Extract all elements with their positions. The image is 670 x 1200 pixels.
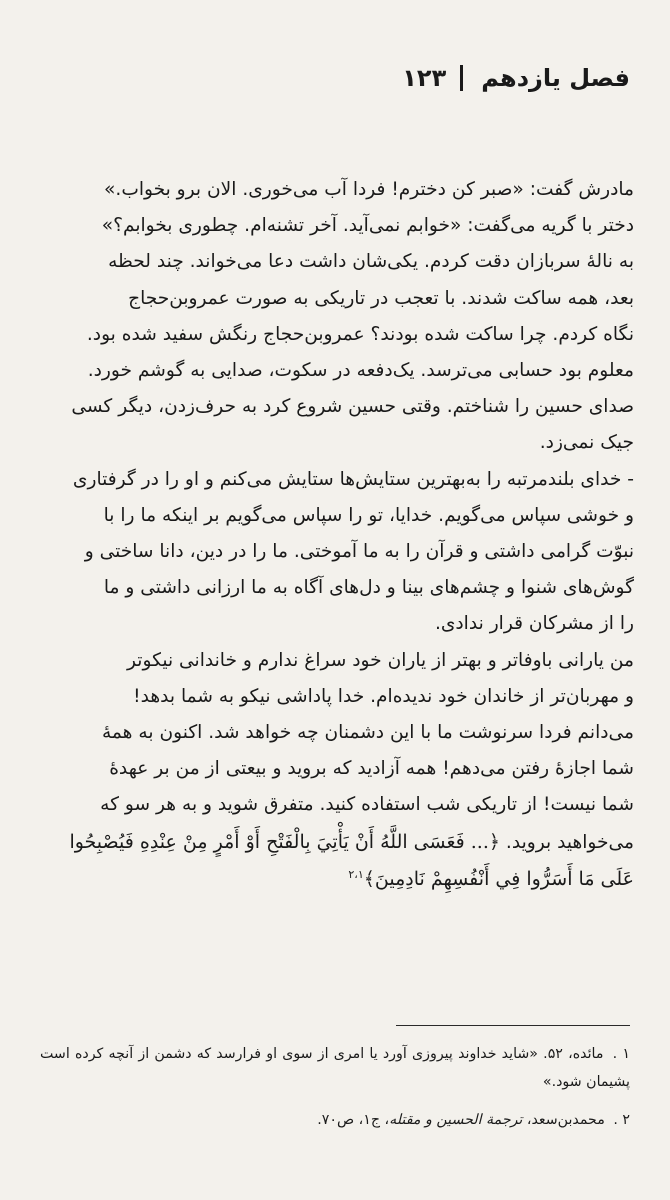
text-line: - خدای بلندمرتبه را به‌بهترین ستایش‌ها ستایش می‌کنم و او را در گرفتاری <box>72 468 634 490</box>
text-line-quran-start <box>36 824 634 861</box>
footnote-text: مائده، ۵۲. «شاید خداوند پیروزی آورد یا امری از سوی او فرارسد که دشمن از آنچه کرده است پشیمان شود.» <box>40 1046 630 1090</box>
quran-verse-part1: ﴿... فَعَسَى اللَّهُ أَنْ يَأْتِيَ بِالْفَتْحِ أَوْ أَمْرٍ مِنْ عِنْدِهِ فَيُصْبِحُوا <box>69 830 501 853</box>
running-header <box>40 58 630 98</box>
text-line: مادرش گفت: «صبر کن دخترم! فردا آب می‌خوری. الان برو بخواب.» <box>104 179 634 200</box>
footnote-number: ۲ . <box>613 1112 630 1128</box>
footnote-divider <box>396 1025 630 1026</box>
text-line: نبوّت گرامی داشتی و قرآن را به ما آموختی. ما را در دین، دانا ساختی و <box>84 541 634 563</box>
text-line: شما نیست! از تاریکی شب استفاده کنید. متفرق شوید و به هر سو که <box>100 794 634 816</box>
footnote-book-title: ترجمة الحسین و مقتله <box>389 1112 523 1128</box>
text-line: به نالهٔ سربازان دقت کردم. یکی‌شان داشت دعا می‌خواند. چند لحظه <box>108 251 634 273</box>
text-line: و خوشی سپاس می‌گویم. خدایا، تو را سپاس می‌گویم بر اینکه ما را با <box>103 504 634 526</box>
text-line: گوش‌های شنوا و چشم‌های بینا و دل‌های آگاه به ما ارزانی داشتی و ما <box>103 577 634 599</box>
text-line: نگاه کردم. چرا ساکت شده بودند؟ عمروبن‌حجاج رنگش سفید شده بود. <box>86 323 634 345</box>
text-line: شما اجازهٔ رفتن می‌دهم! همه آزادید که بروید و بیعتی از من بر عهدهٔ <box>109 758 634 780</box>
footnote-number: ۱ . <box>612 1046 631 1062</box>
footnote-1 <box>40 1040 630 1096</box>
footnote-2 <box>40 1106 630 1134</box>
text-line-quran-end <box>36 861 634 898</box>
text-line: من یارانی باوفاتر و بهتر از یاران خود سراغ ندارم و خاندانی نیکوتر <box>127 649 634 671</box>
footnote-author: محمدبن‌سعد، <box>526 1112 605 1128</box>
line-prefix: می‌خواهید بروید. <box>500 831 634 853</box>
text-line: و مهربان‌تر از خاندان خود ندیده‌ام. خدا پاداشی نیکو به شما بدهد! <box>133 685 634 707</box>
text-line: می‌دانم فردا سرنوشت ما با این دشمنان چه خواهد شد. اکنون به همهٔ <box>101 722 634 744</box>
page-number: ۱۲۳ <box>402 64 447 92</box>
quran-verse-part2: عَلَى مَا أَسَرُّوا فِي أَنْفُسِهِمْ نَادِمِينَ﴾ <box>363 867 634 890</box>
text-line: صدای حسین را شناختم. وقتی حسین شروع کرد به حرف‌زدن، دیگر کسی <box>71 396 634 418</box>
text-line: دختر با گریه می‌گفت: «خوابم نمی‌آید. آخر تشنه‌ام. چطوری بخوابم؟» <box>101 215 634 237</box>
text-line: معلوم بود حسابی می‌ترسد. یک‌دفعه در سکوت، صدایی به گوشم خورد. <box>87 360 634 382</box>
text-line: جیک نمی‌زد. <box>539 432 634 454</box>
main-text <box>36 172 634 898</box>
header-separator <box>460 65 463 91</box>
text-line: را از مشرکان قرار ندادی. <box>434 613 634 635</box>
chapter-title: فصل یازدهم <box>481 64 630 92</box>
footnote-marks: ۲،۱ <box>348 867 364 881</box>
text-line: بعد، همه ساکت شدند. با تعجب در تاریکی به صورت عمروبن‌حجاج <box>128 287 634 309</box>
footnote-citation: ، ج۱، ص۷۰. <box>317 1112 390 1128</box>
footnotes <box>40 1040 630 1144</box>
